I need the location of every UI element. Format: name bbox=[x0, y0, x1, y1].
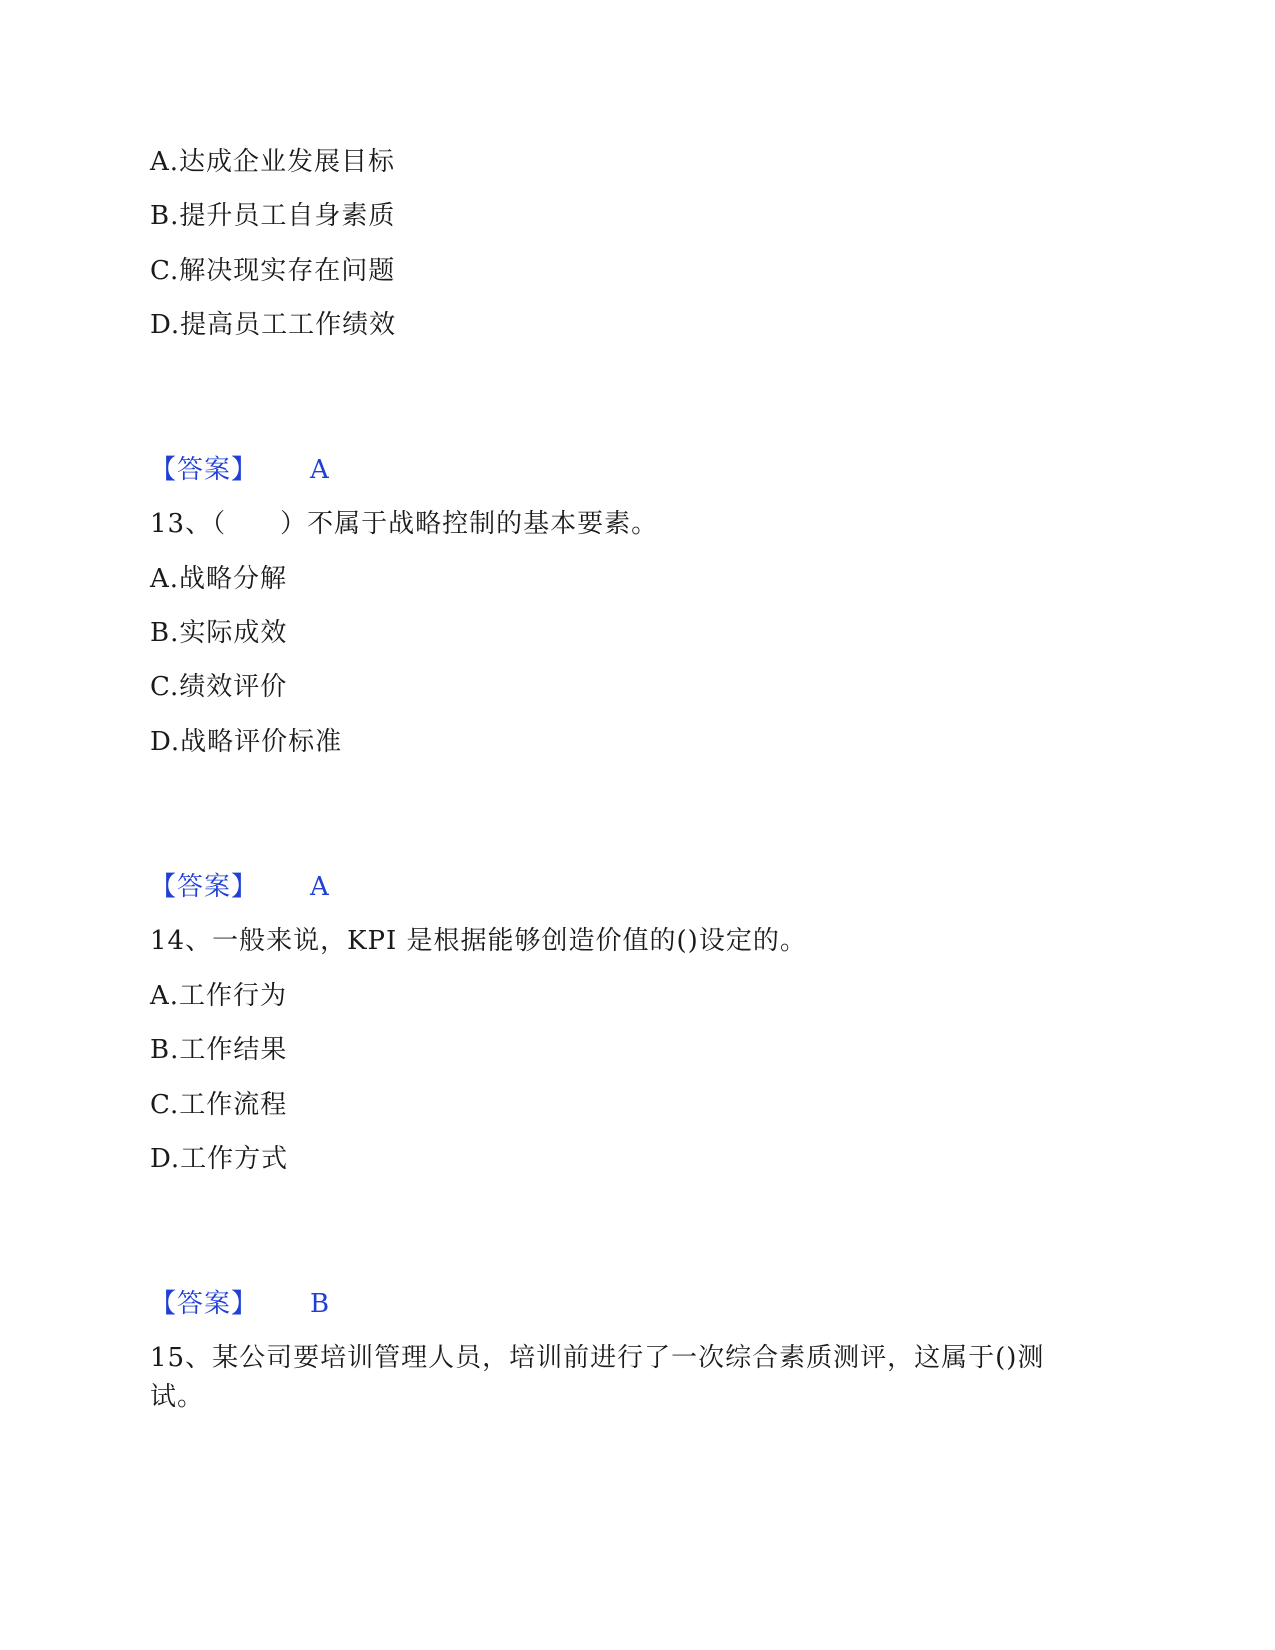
q13-answer-label: 【答案】 bbox=[150, 872, 259, 902]
q12-option-b: B.提升员工自身素质 bbox=[150, 201, 396, 231]
q14-question: 14、一般来说，KPI 是根据能够创造价值的()设定的。 bbox=[150, 926, 807, 956]
q15-question-line1: 15、某公司要培训管理人员，培训前进行了一次综合素质测评，这属于()测 bbox=[150, 1343, 1045, 1373]
q13-answer bbox=[150, 870, 330, 904]
q14-option-c: C.工作流程 bbox=[150, 1090, 288, 1120]
q14-option-b: B.工作结果 bbox=[150, 1035, 288, 1065]
q12-answer-label: 【答案】 bbox=[150, 455, 259, 485]
q13-question: 13、（ ）不属于战略控制的基本要素。 bbox=[150, 509, 659, 539]
q13-option-d: D.战略评价标准 bbox=[150, 727, 343, 757]
q12-answer-value: A bbox=[310, 455, 330, 485]
q13-answer-value: A bbox=[310, 872, 330, 902]
q14-answer-label: 【答案】 bbox=[150, 1289, 259, 1319]
q15-question-line2: 试。 bbox=[150, 1382, 205, 1412]
q13-option-b: B.实际成效 bbox=[150, 618, 288, 648]
q14-option-a: A.工作行为 bbox=[150, 981, 288, 1011]
q12-answer bbox=[150, 453, 330, 487]
q12-option-a: A.达成企业发展目标 bbox=[150, 147, 396, 177]
q12-option-d: D.提高员工工作绩效 bbox=[150, 310, 397, 340]
q14-option-d: D.工作方式 bbox=[150, 1144, 289, 1174]
q13-option-a: A.战略分解 bbox=[150, 564, 288, 594]
q12-option-c: C.解决现实存在问题 bbox=[150, 256, 396, 286]
q14-answer bbox=[150, 1287, 330, 1321]
q14-answer-value: B bbox=[310, 1289, 331, 1319]
q13-option-c: C.绩效评价 bbox=[150, 672, 288, 702]
